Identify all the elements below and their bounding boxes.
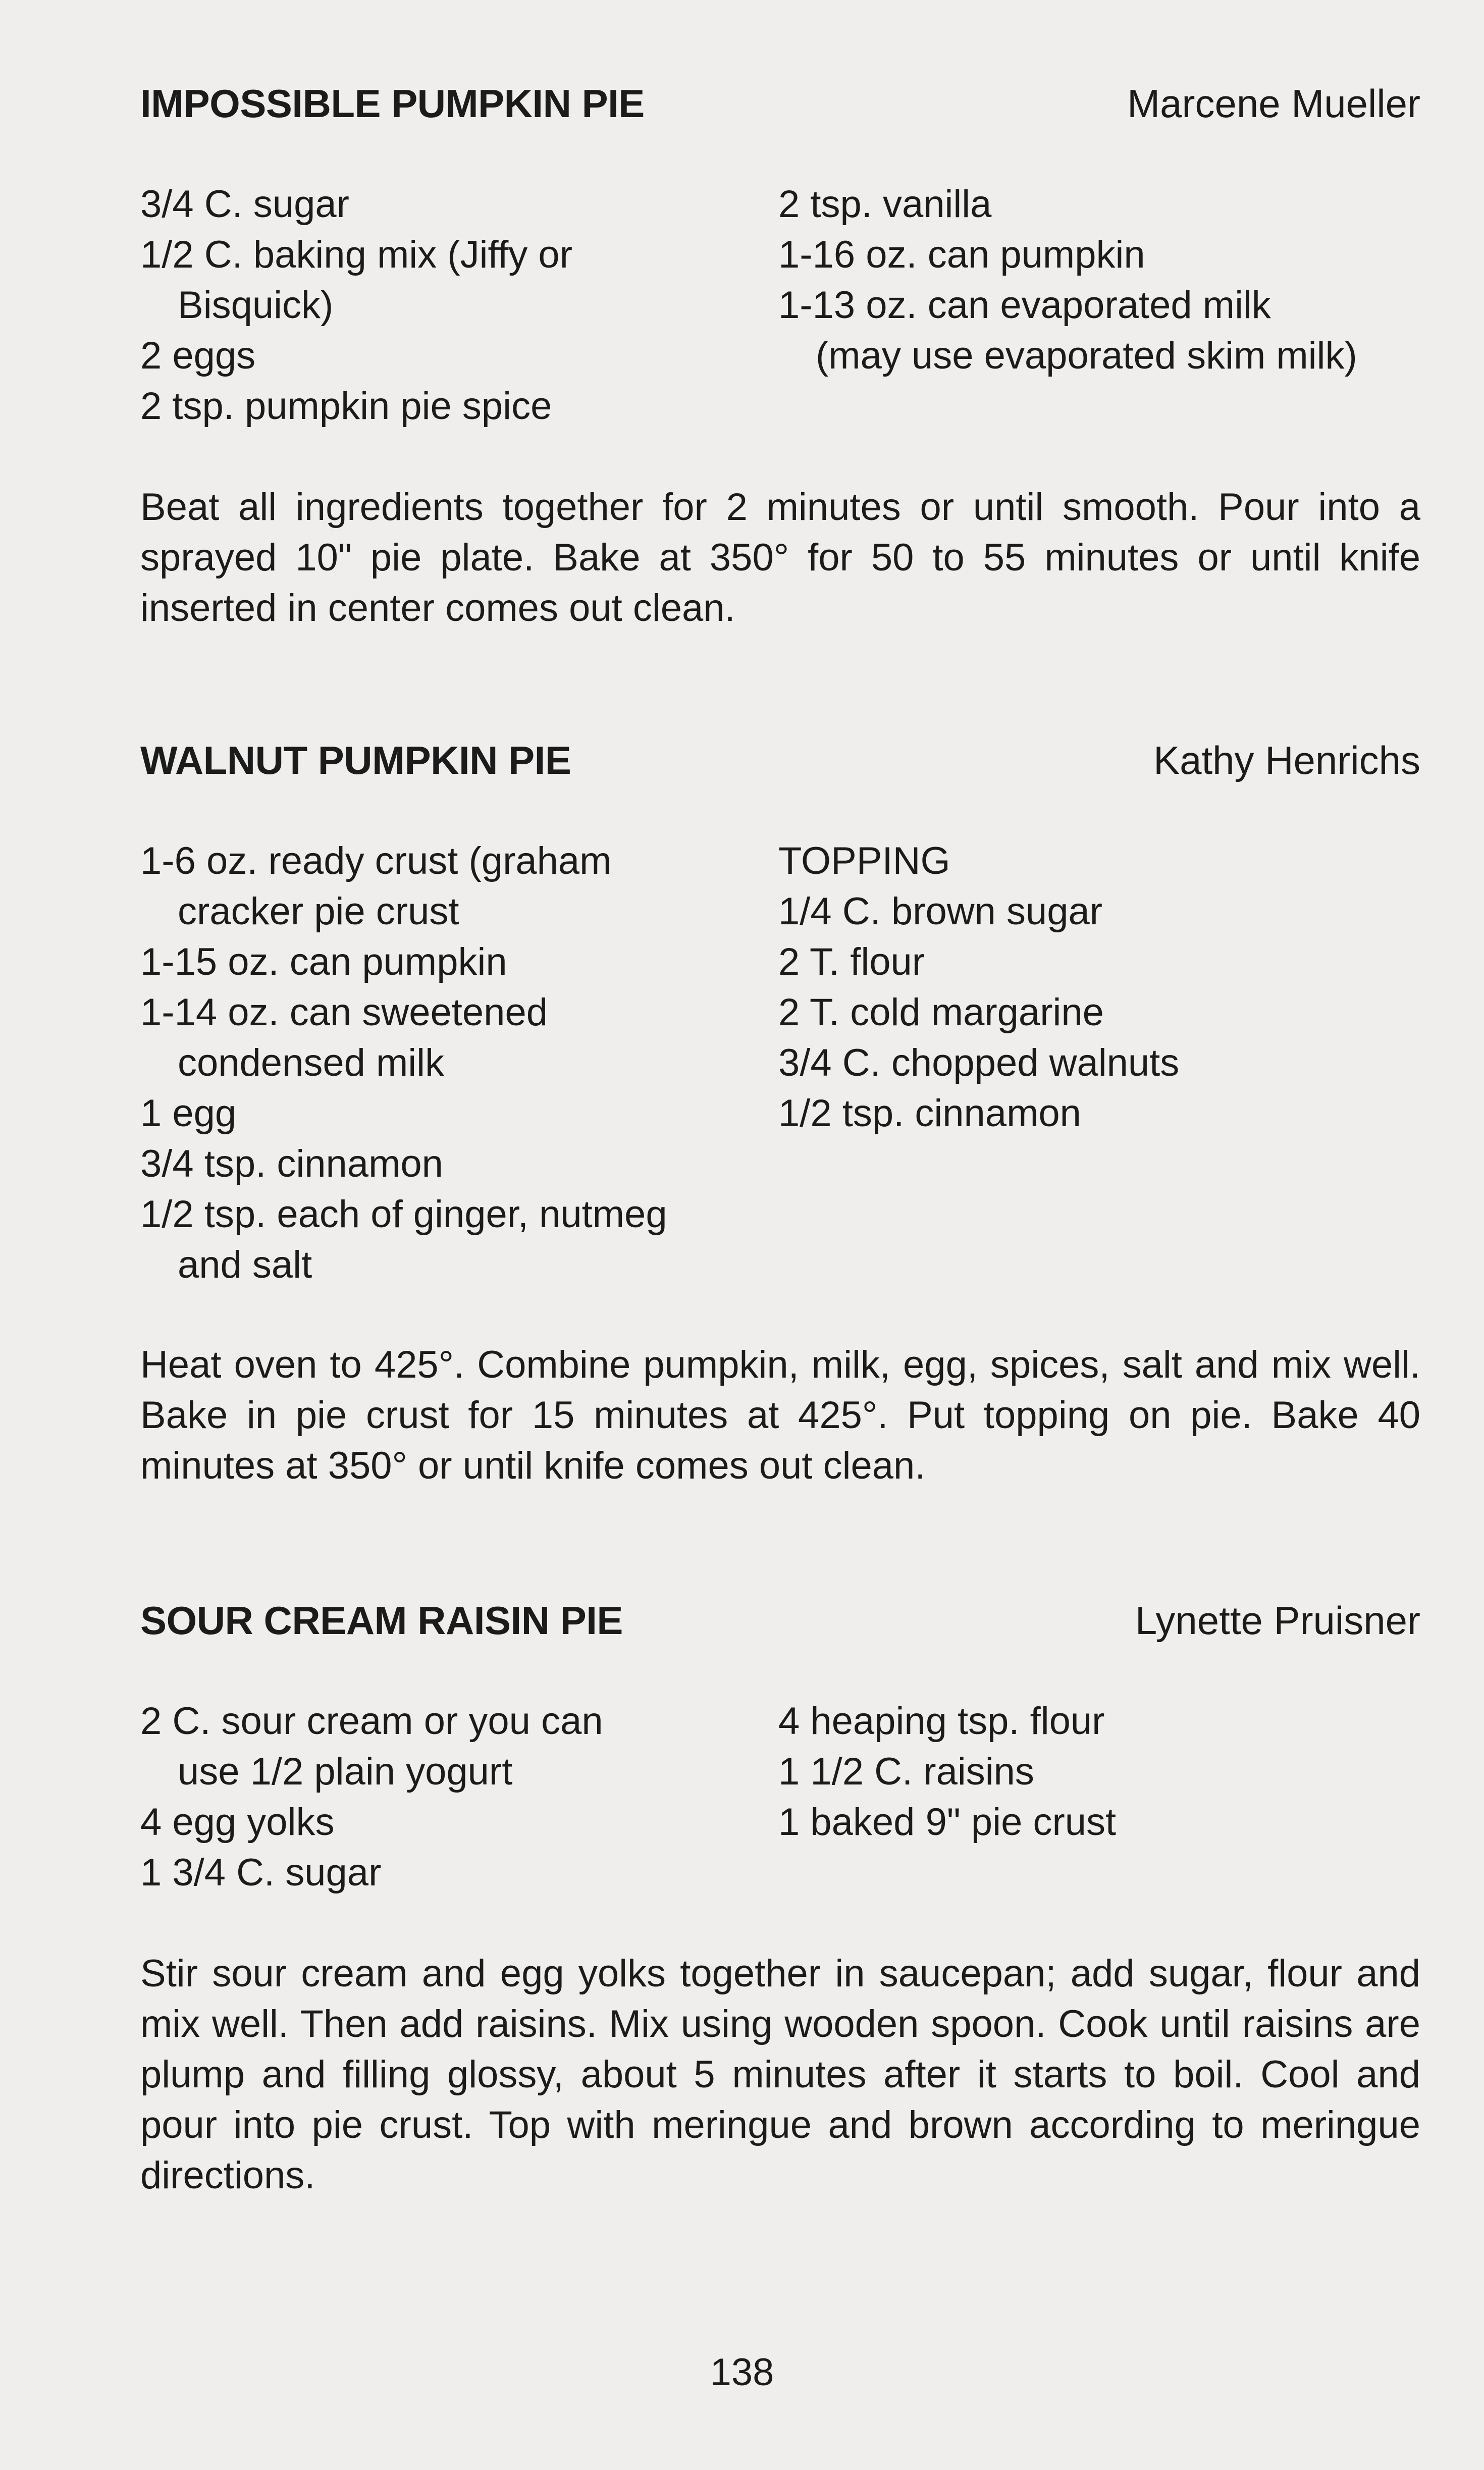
recipe-author: Lynette Pruisner [1135, 1598, 1420, 1643]
ingredients [140, 1696, 1420, 1898]
ingredient-text: 1 3/4 C. sugar [140, 1851, 382, 1894]
page-number: 138 [710, 2351, 774, 2394]
ingredient-item [778, 1038, 1435, 1088]
ingredient-text: 2 tsp. pumpkin pie spice [140, 385, 552, 428]
ingredient-item [140, 230, 771, 331]
recipe-method: Heat oven to 425°. Combine pumpkin, milk, egg, spices, salt and mix well. Bake in pie crust for 15 minutes at 425°. Put topping on pie. Bake 40 minutes at 350° or until knife comes out clean. [140, 1343, 1420, 1487]
recipe-walnut-pumpkin-pie [140, 735, 1420, 1487]
ingredients-left-column [140, 179, 771, 432]
ingredient-continuation: (may use evaporated skim milk) [816, 334, 1357, 377]
ingredient-text: 1-14 oz. can sweetened [140, 991, 548, 1034]
ingredient-continuation: Bisquick) [178, 284, 334, 327]
ingredients-left-column [140, 1696, 771, 1898]
ingredient-item [140, 179, 771, 230]
ingredient-continuation: and salt [178, 1243, 312, 1286]
ingredient-continuation: condensed milk [178, 1041, 445, 1084]
ingredient-item [140, 987, 771, 1088]
ingredients [140, 836, 1420, 1290]
ingredient-text: 1/2 tsp. each of ginger, nutmeg [140, 1193, 667, 1236]
ingredient-item [778, 987, 1435, 1038]
ingredient-text: 1-15 oz. can pumpkin [140, 940, 507, 983]
ingredient-item [778, 1747, 1435, 1797]
recipe-method: Beat all ingredients together for 2 minutes or until smooth. Pour into a sprayed 10" pie plate. Bake at 350° for 50 to 55 minutes or until knife inserted in center comes out clean. [140, 486, 1420, 629]
ingredient-text: 3/4 tsp. cinnamon [140, 1142, 443, 1185]
ingredient-text: 1 baked 9" pie crust [778, 1801, 1117, 1844]
ingredients-right-column [778, 836, 1435, 1139]
ingredient-text: 1-13 oz. can evaporated milk [778, 284, 1271, 327]
ingredient-item [140, 1139, 771, 1189]
ingredient-text: 2 C. sour cream or you can [140, 1700, 603, 1743]
ingredient-text: 3/4 C. chopped walnuts [778, 1041, 1180, 1084]
ingredients-right-column [778, 1696, 1435, 1848]
ingredient-text: 2 tsp. vanilla [778, 183, 992, 226]
recipe-method: Stir sour cream and egg yolks together in saucepan; add sugar, flour and mix well. Then add raisins. Mix using wooden spoon. Cook until raisins are plump and filling glossy, about 5 minutes after it starts to boil. Cool and pour into pie crust. Top with meringue and brown according to meringue directions. [140, 1952, 1420, 2197]
ingredient-item [778, 179, 1435, 230]
ingredient-item [778, 1088, 1435, 1139]
recipe-title: IMPOSSIBLE PUMPKIN PIE [140, 81, 645, 126]
ingredient-text: 1/4 C. brown sugar [778, 890, 1103, 933]
ingredient-item [140, 1088, 771, 1139]
ingredient-text: 1 1/2 C. raisins [778, 1750, 1034, 1793]
ingredient-item [778, 280, 1435, 381]
recipe-title: SOUR CREAM RAISIN PIE [140, 1598, 623, 1643]
ingredient-text: 2 eggs [140, 334, 256, 377]
ingredient-item [778, 1797, 1435, 1848]
ingredient-item [140, 331, 771, 381]
ingredient-text: 4 egg yolks [140, 1801, 335, 1844]
recipe-header [140, 78, 1420, 129]
ingredient-text: 1-16 oz. can pumpkin [778, 233, 1145, 276]
recipe-impossible-pumpkin-pie [140, 78, 1420, 629]
ingredient-item [140, 836, 771, 937]
ingredient-continuation: use 1/2 plain yogurt [178, 1750, 513, 1793]
ingredients-left-column [140, 836, 771, 1290]
ingredient-text: 1-6 oz. ready crust (graham [140, 839, 612, 882]
recipe-author: Kathy Henrichs [1153, 738, 1420, 782]
ingredient-item [778, 230, 1435, 280]
ingredient-text: 3/4 C. sugar [140, 183, 349, 226]
ingredient-text: 4 heaping tsp. flour [778, 1700, 1105, 1743]
ingredient-continuation: cracker pie crust [178, 890, 459, 933]
ingredient-text: TOPPING [778, 839, 950, 882]
ingredient-text: 1/2 tsp. cinnamon [778, 1092, 1081, 1135]
ingredients-right-column [778, 179, 1435, 381]
ingredient-item [140, 1797, 771, 1848]
ingredient-item [140, 937, 771, 987]
recipe-sour-cream-raisin-pie [140, 1595, 1420, 2197]
recipe-header [140, 735, 1420, 785]
ingredient-text: 1/2 C. baking mix (Jiffy or [140, 233, 573, 276]
ingredient-item [778, 886, 1435, 937]
ingredient-item [140, 1696, 771, 1797]
ingredient-item [140, 1189, 771, 1290]
ingredient-item [778, 1696, 1435, 1747]
ingredients [140, 179, 1420, 432]
recipe-header [140, 1595, 1420, 1646]
topping-heading [778, 836, 1435, 886]
ingredient-text: 1 egg [140, 1092, 237, 1135]
recipe-author: Marcene Mueller [1127, 81, 1420, 126]
recipe-title: WALNUT PUMPKIN PIE [140, 738, 571, 782]
ingredient-item [140, 1848, 771, 1898]
ingredient-text: 2 T. cold margarine [778, 991, 1104, 1034]
ingredient-text: 2 T. flour [778, 940, 925, 983]
ingredient-item [140, 381, 771, 432]
ingredient-item [778, 937, 1435, 987]
